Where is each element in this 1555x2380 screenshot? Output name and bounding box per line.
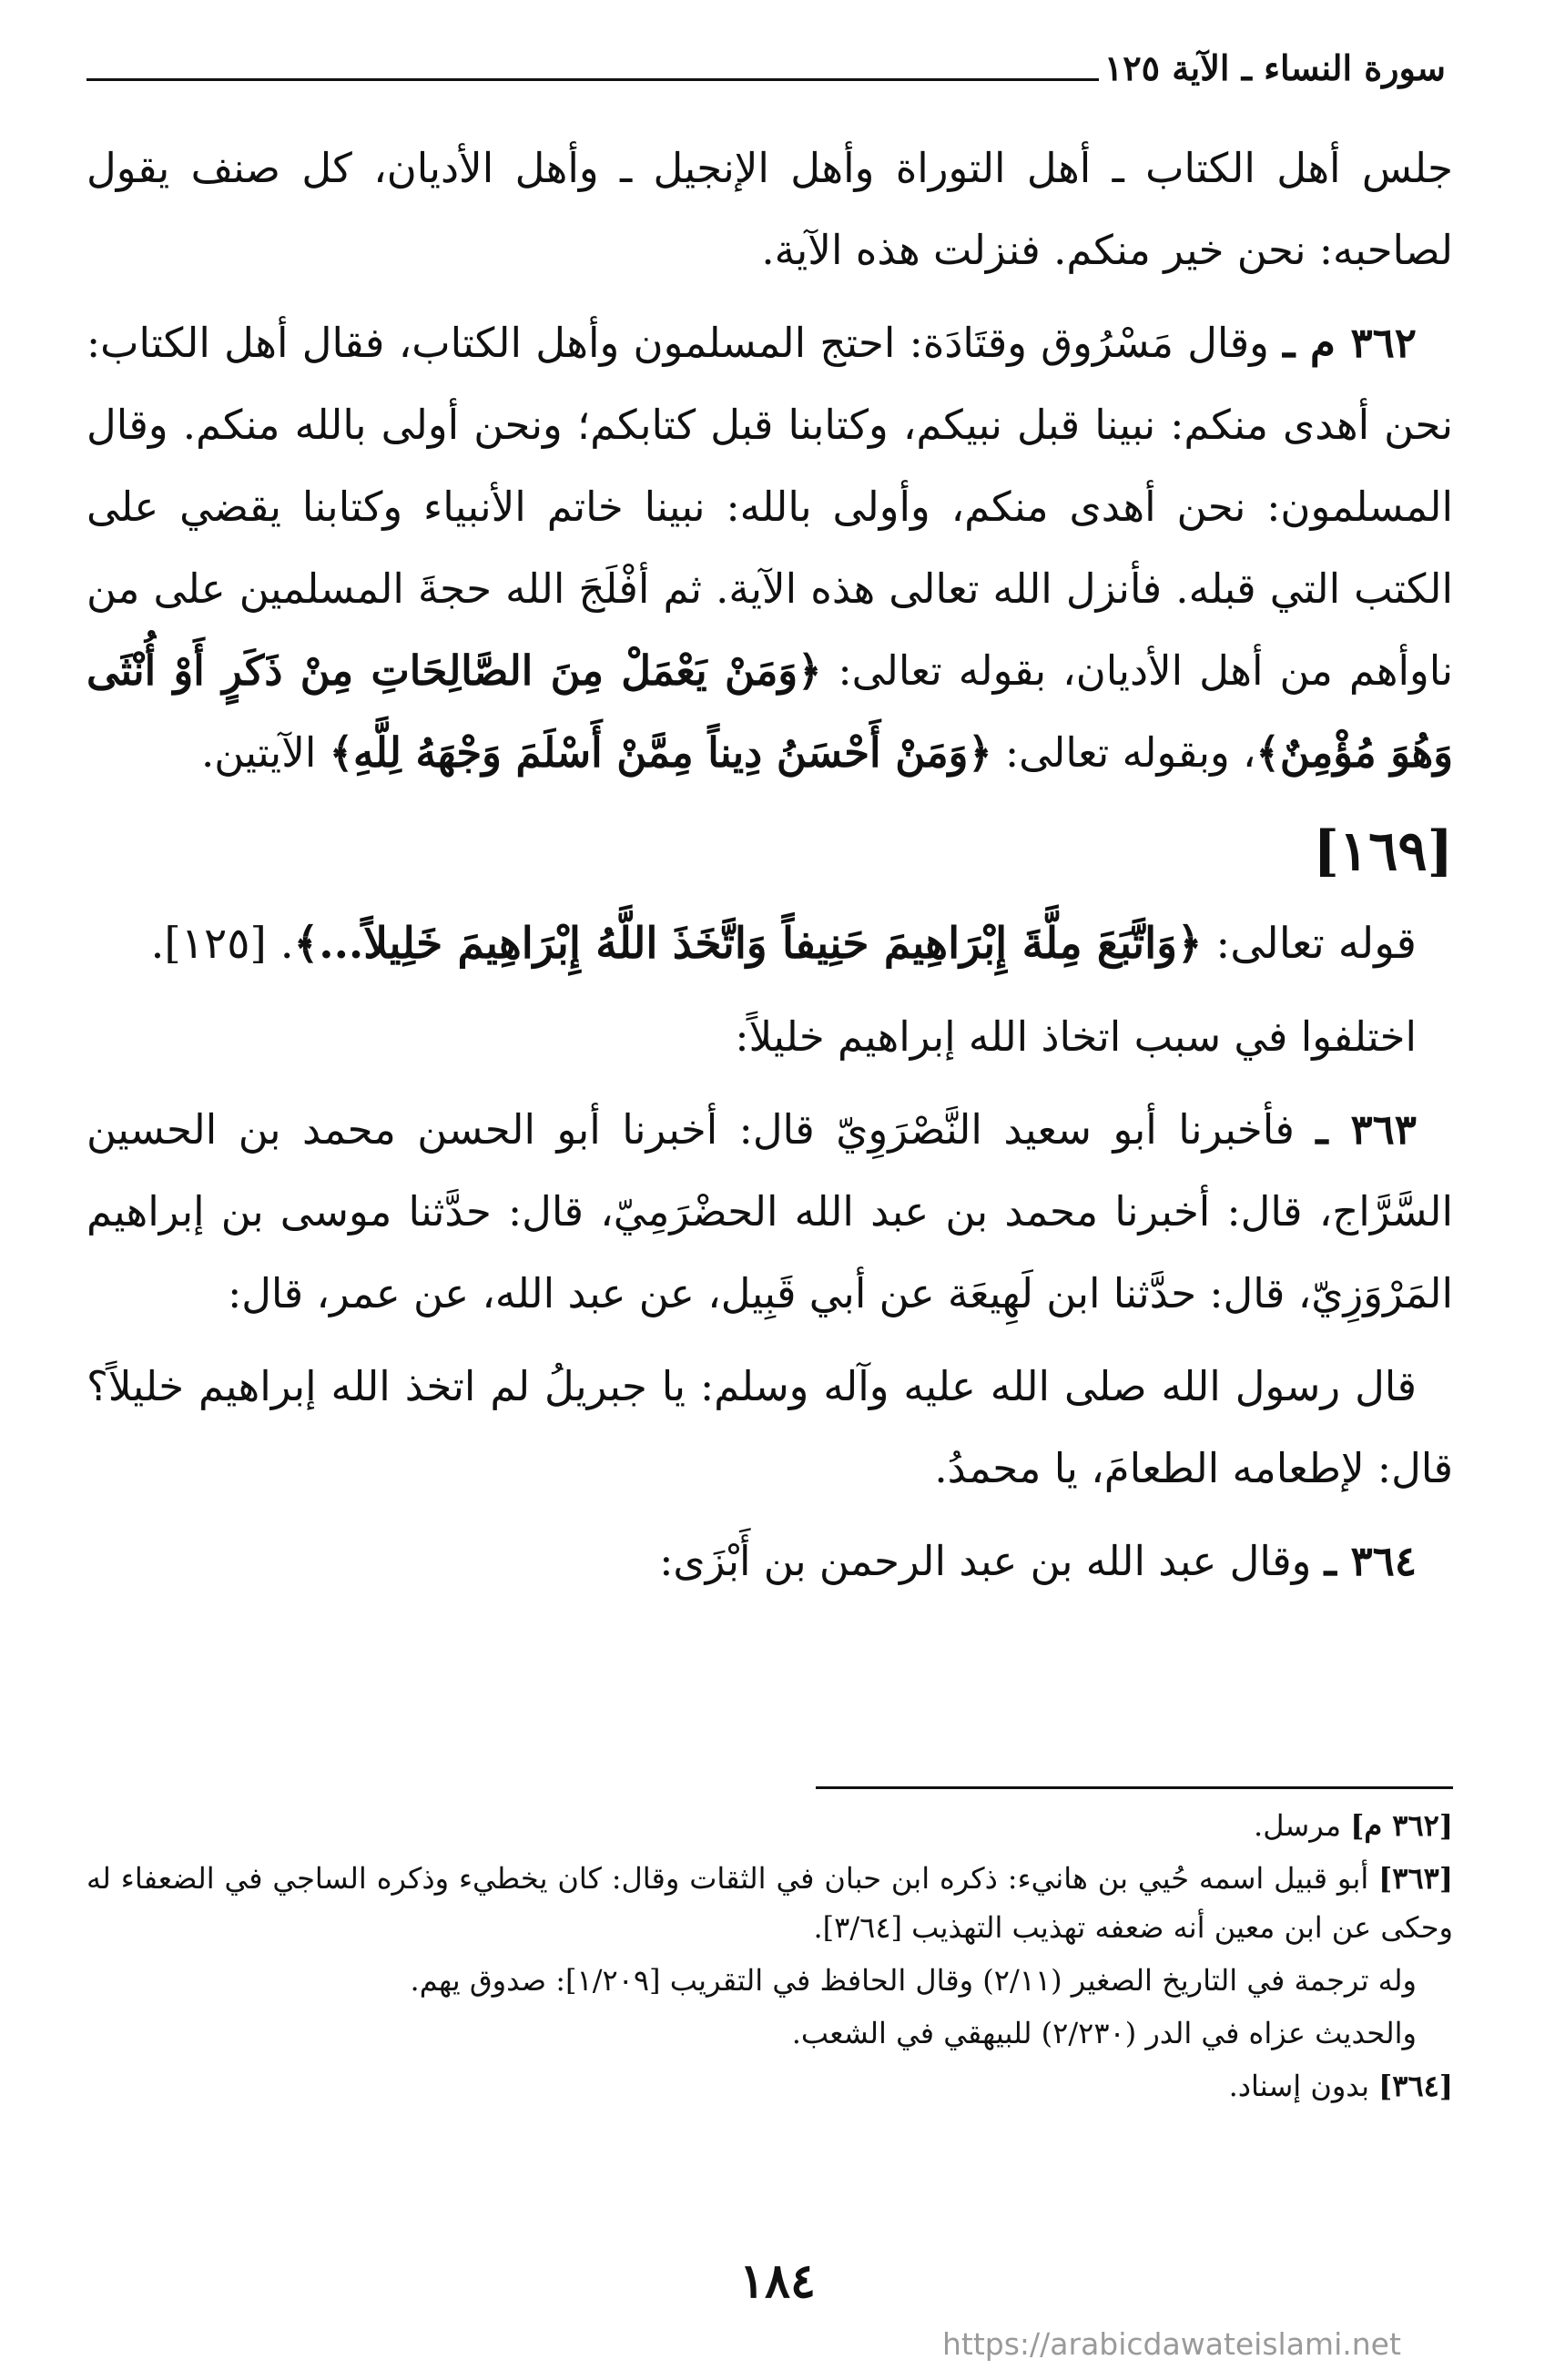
verse-intro: قوله تعالى: — [1202, 919, 1417, 969]
section-number: [١٦٩] — [1313, 819, 1453, 883]
quran-quote-2: ﴿وَمَنْ أَحْسَنُ دِيناً مِمَّنْ أَسْلَمَ وَجْهَهُ لِلَّهِ﴾ — [329, 728, 992, 777]
main-text — [86, 127, 1453, 1613]
header-title: سورة النساء ـ الآية ١٢٥ — [1103, 47, 1446, 88]
paragraph-362-text: وقال مَسْرُوق وقتَادَة: احتج المسلمون وأهل الكتاب، فقال أهل الكتاب: نحن أهدى منكم: نبينا قبل نبيكم، وكتابنا قبل كتابكم؛ ونحن أولى بالله منكم. وقال المسلمون: نحن أهدى منكم، وأولى بالله: نبينا خاتم الأنبياء وكتابنا يقضي على الكتب التي قبله. فأنزل الله تعالى هذه الآية. ثم أفْلَجَ الله حجةَ المسلمين على من ناوأهم من أهل الأديان، بقوله تعالى: — [86, 319, 1453, 695]
quran-quote-1: ﴿وَمَنْ يَعْمَلْ مِنَ الصَّالِحَاتِ مِنْ ذَكَرٍ أَوْ أُنْثَى وَهُوَ مُؤْمِنٌ﴾ — [86, 646, 1453, 777]
paragraph-hadith: قال رسول الله صلى الله عليه وآله وسلم: يا جبريلُ لم اتخذ الله إبراهيم خليلاً؟ قال: لإطعامه الطعامَ، يا محمدُ. — [86, 1362, 1453, 1492]
paragraph-1: جلس أهل الكتاب ـ أهل التوراة وأهل الإنجيل ـ وأهل الأديان، كل صنف يقول لصاحبه: نحن خير منكم. فنزلت هذه الآية. — [86, 144, 1453, 274]
footnote-text-363: أبو قبيل اسمه حُيي بن هانيء: ذكره ابن حبان في الثقات وقال: كان يخطيء وذكره الساجي في الضعفاء له وحكى عن ابن معين أنه ضعفه تهذيب التهذيب [٣/٦٤]. — [86, 1861, 1453, 1945]
footnote-363-continuation-2: والحديث عزاه في الدر (٢/٢٣٠) للبيهقي في الشعب. — [791, 2016, 1417, 2050]
footnote-label-364: [٣٦٤] — [1378, 2069, 1453, 2103]
running-header — [86, 47, 1446, 88]
page-number: ١٨٤ — [739, 2253, 816, 2309]
footnote-363-continuation-1: وله ترجمة في التاريخ الصغير (٢/١١) وقال الحافظ في التقريب [١/٢٠٩]: صدوق يهم. — [410, 1963, 1417, 1998]
footnote-363 — [86, 1854, 1453, 1952]
watermark-url: https://arabicdawateislami.net — [942, 2326, 1401, 2362]
paragraph-362-mid: ، وبقوله تعالى: — [991, 728, 1256, 777]
verse-quote: ﴿وَاتَّبَعَ مِلَّةَ إِبْرَاهِيمَ حَنِيفاً وَاتَّخَذَ اللَّهُ إِبْرَاهِيمَ خَلِيلاً...﴾ — [293, 919, 1203, 969]
footnote-label-363: [٣٦٣] — [1378, 1861, 1453, 1896]
footnotes — [86, 1801, 1453, 2114]
paragraph-disagreement: اختلفوا في سبب اتخاذ الله إبراهيم خليلاً: — [735, 1012, 1417, 1061]
narration-number-363: ٣٦٣ ـ — [1316, 1105, 1417, 1154]
footnote-text-364: بدون إسناد. — [1228, 2069, 1379, 2103]
paragraph-362 — [86, 302, 1453, 794]
paragraph-363 — [86, 1089, 1453, 1335]
footnote-364 — [86, 2061, 1453, 2110]
paragraph-364 — [86, 1521, 1453, 1602]
narration-number-362: ٣٦٢ م ـ — [1283, 319, 1417, 367]
footnote-362 — [86, 1801, 1453, 1850]
footnote-rule — [816, 1786, 1453, 1789]
narration-number-364: ٣٦٤ ـ — [1324, 1537, 1417, 1585]
footnote-text-362: مرسل. — [1254, 1808, 1351, 1843]
header-rule — [86, 78, 1099, 81]
verse-heading — [86, 903, 1453, 985]
paragraph-362-end: الآيتين. — [200, 728, 330, 777]
paragraph-363-text: فأخبرنا أبو سعيد النَّصْرَوِيّ قال: أخبرنا أبو الحسن محمد بن الحسين السَّرَّاج، قال: أخبرنا محمد بن عبد الله الحضْرَمِيّ، قال: حدَّثنا موسى بن إبراهيم المَرْوَزِيّ، قال: حدَّثنا ابن لَهِيعَة عن أبي قَبِيل، عن عبد الله، عن عمر، قال: — [86, 1105, 1453, 1317]
paragraph-364-text: وقال عبد الله بن عبد الرحمن بن أَبْزَى: — [659, 1537, 1325, 1585]
footnote-label-362: [٣٦٢ م] — [1350, 1808, 1453, 1843]
verse-reference: . [١٢٥]. — [150, 919, 294, 969]
